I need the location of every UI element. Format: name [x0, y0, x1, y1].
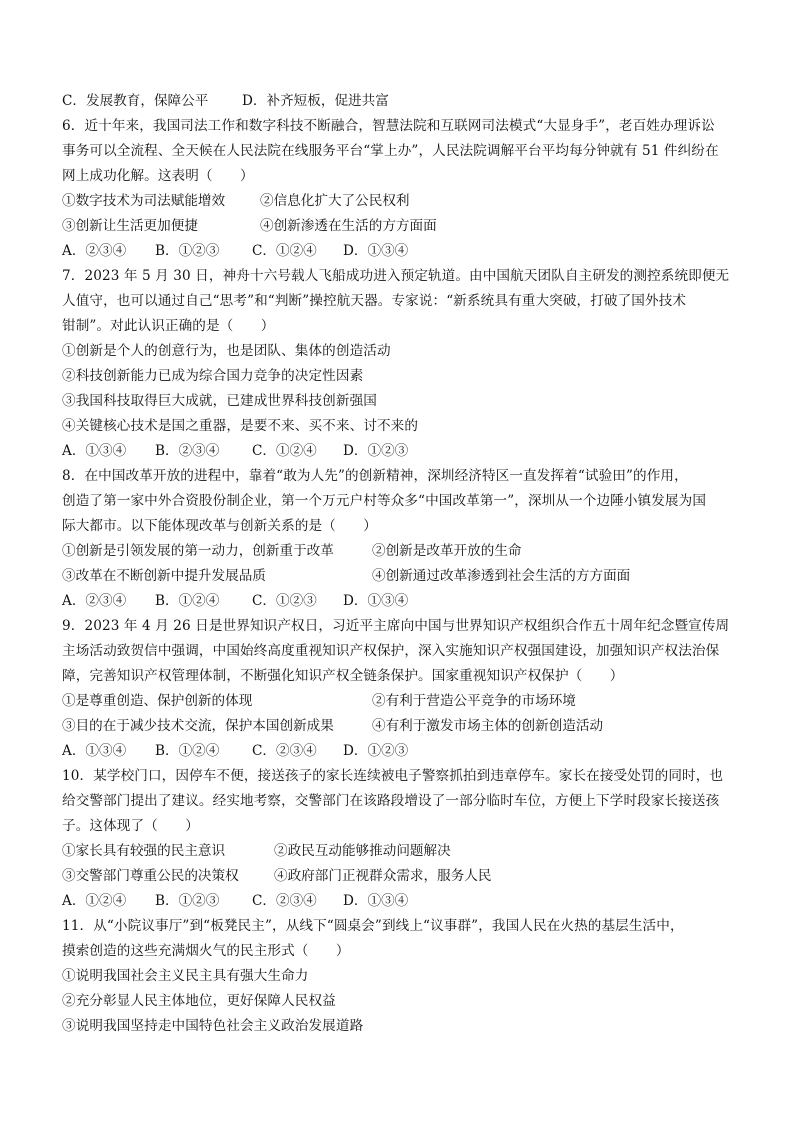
- q11-statement-1: ①说明我国社会主义民主具有强大生命力: [62, 968, 309, 984]
- q6-statement-4: ④创新渗透在生活的方方面面: [260, 218, 437, 234]
- q7-stem-line-1: 7．2023 年 5 月 30 日，神舟十六号载人飞船成功进入预定轨道。由中国航天团队自主研发的测控系统即便无: [62, 268, 730, 284]
- q9-option-c: C．②③④: [252, 743, 317, 759]
- q7-option-c: C．①②④: [252, 443, 317, 459]
- q9-option-a: A．①③④: [62, 743, 127, 759]
- q7-statement-4: ④关键核心技术是国之重器，是要不来、买不来、讨不来的: [62, 418, 419, 434]
- q9-stem-line-3: 障，完善知识产权管理体制，不断强化知识产权全链条保护。国家重视知识产权保护（ ）: [62, 668, 624, 684]
- q6-statement-1: ①数字技术为司法赋能增效: [62, 193, 226, 209]
- q9-option-d: D．①②③: [343, 743, 409, 759]
- q6-statement-3: ③创新让生活更加便捷: [62, 218, 198, 234]
- q9-option-b: B．①②④: [155, 743, 220, 759]
- q5-option-d: D．补齐短板，促进共富: [242, 93, 389, 109]
- q6-statement-2: ②信息化扩大了公民权利: [260, 193, 410, 209]
- q9-statement-4: ④有利于激发市场主体的创新创造活动: [372, 718, 604, 734]
- q7-option-b: B．②③④: [155, 443, 220, 459]
- q6-stem-line-2: 事务可以全流程、全天候在人民法院在线服务平台“掌上办”，人民法院调解平台平均每分钟就有 51 件纠纷在: [62, 143, 719, 159]
- q6-option-c: C．①②④: [252, 243, 317, 259]
- q9-stem-line-1: 9．2023 年 4 月 26 日是世界知识产权日，习近平主席向中国与世界知识产权组织合作五十周年纪念暨宣传周: [62, 618, 730, 634]
- q9-stem-line-2: 主场活动致贺信中强调，中国始终高度重视知识产权保护，深入实施知识产权强国建设，加强知识产权法治保: [62, 643, 720, 659]
- q10-option-c: C．②③④: [252, 893, 317, 909]
- q7-statement-1: ①创新是个人的创意行为，也是团队、集体的创造活动: [62, 343, 391, 359]
- q10-stem-line-2: 给交警部门提出了建议。经实地考察，交警部门在该路段增设了一部分临时车位，方便上下学时段家长接送孩: [62, 793, 720, 809]
- q5-option-c: C．发展教育，保障公平: [62, 93, 209, 109]
- q11-stem-line-2: 摸索创造的这些充满烟火气的民主形式（ ）: [62, 943, 350, 959]
- q8-statement-3: ③改革在不断创新中提升发展品质: [62, 568, 266, 584]
- q6-stem-line-1: 6．近十年来，我国司法工作和数字科技不断融合，智慧法院和互联网司法模式“大显身手”，老百姓办理诉讼: [62, 118, 715, 134]
- q11-stem-line-1: 11．从“小院议事厅”到“板凳民主”，从线下“圆桌会”到线上“议事群”，我国人民在火热的基层生活中，: [62, 918, 684, 934]
- q11-statement-2: ②充分彰显人民主体地位，更好保障人民权益: [62, 993, 336, 1009]
- q6-option-b: B．①②③: [155, 243, 220, 259]
- q8-statement-4: ④创新通过改革渗透到社会生活的方方面面: [372, 568, 631, 584]
- q7-option-a: A．①③④: [62, 443, 127, 459]
- q10-stem-line-1: 10．某学校门口，因停车不便，接送孩子的家长连续被电子警察抓拍到违章停车。家长在接受处罚的同时，也: [62, 768, 724, 784]
- q7-option-d: D．①②③: [343, 443, 409, 459]
- q6-option-d: D．①③④: [343, 243, 409, 259]
- q10-option-d: D．①③④: [343, 893, 409, 909]
- q6-option-a: A．②③④: [62, 243, 127, 259]
- q7-statement-2: ②科技创新能力已成为综合国力竞争的决定性因素: [62, 368, 364, 384]
- q8-statement-1: ①创新是引领发展的第一动力，创新重于改革: [62, 543, 334, 559]
- q8-option-b: B．①②④: [155, 593, 220, 609]
- q10-statement-1: ①家长具有较强的民主意识: [62, 843, 226, 859]
- q8-option-d: D．①③④: [343, 593, 409, 609]
- q8-option-c: C．①②③: [252, 593, 317, 609]
- q7-statement-3: ③我国科技取得巨大成就，已建成世界科技创新强国: [62, 393, 377, 409]
- q9-statement-3: ③目的在于减少技术交流，保护本国创新成果: [62, 718, 334, 734]
- q11-statement-3: ③说明我国坚持走中国特色社会主义政治发展道路: [62, 1018, 364, 1034]
- q8-option-a: A．②③④: [62, 593, 127, 609]
- q10-statement-2: ②政民互动能够推动问题解决: [274, 843, 451, 859]
- q10-statement-3: ③交警部门尊重公民的决策权: [62, 868, 239, 884]
- q8-stem-line-2: 创造了第一家中外合资股份制企业，第一个万元户村等众多“中国改革第一”，深圳从一个边陲小镇发展为国: [62, 493, 707, 509]
- q8-statement-2: ②创新是改革开放的生命: [372, 543, 522, 559]
- q10-statement-4: ④政府部门正视群众需求，服务人民: [274, 868, 492, 884]
- q6-stem-line-3: 网上成功化解。这表明（ ）: [62, 168, 254, 184]
- q7-stem-line-3: 钳制”。对此认识正确的是（ ）: [62, 318, 275, 334]
- q10-option-b: B．①②③: [155, 893, 220, 909]
- q7-stem-line-2: 人值守，也可以通过自己“思考”和“判断”操控航天器。专家说：“新系统具有重大突破，打破了国外技术: [62, 293, 687, 309]
- q8-stem-line-1: 8．在中国改革开放的进程中，靠着“敢为人先”的创新精神，深圳经济特区一直发挥着“试验田”的作用，: [62, 468, 688, 484]
- q10-option-a: A．①②④: [62, 893, 127, 909]
- q10-stem-line-3: 子。这体现了（ ）: [62, 818, 199, 834]
- q8-stem-line-3: 际大都市。以下能体现改革与创新关系的是（ ）: [62, 518, 377, 534]
- q9-statement-2: ②有利于营造公平竞争的市场环境: [372, 693, 576, 709]
- q9-statement-1: ①是尊重创造、保护创新的体现: [62, 693, 253, 709]
